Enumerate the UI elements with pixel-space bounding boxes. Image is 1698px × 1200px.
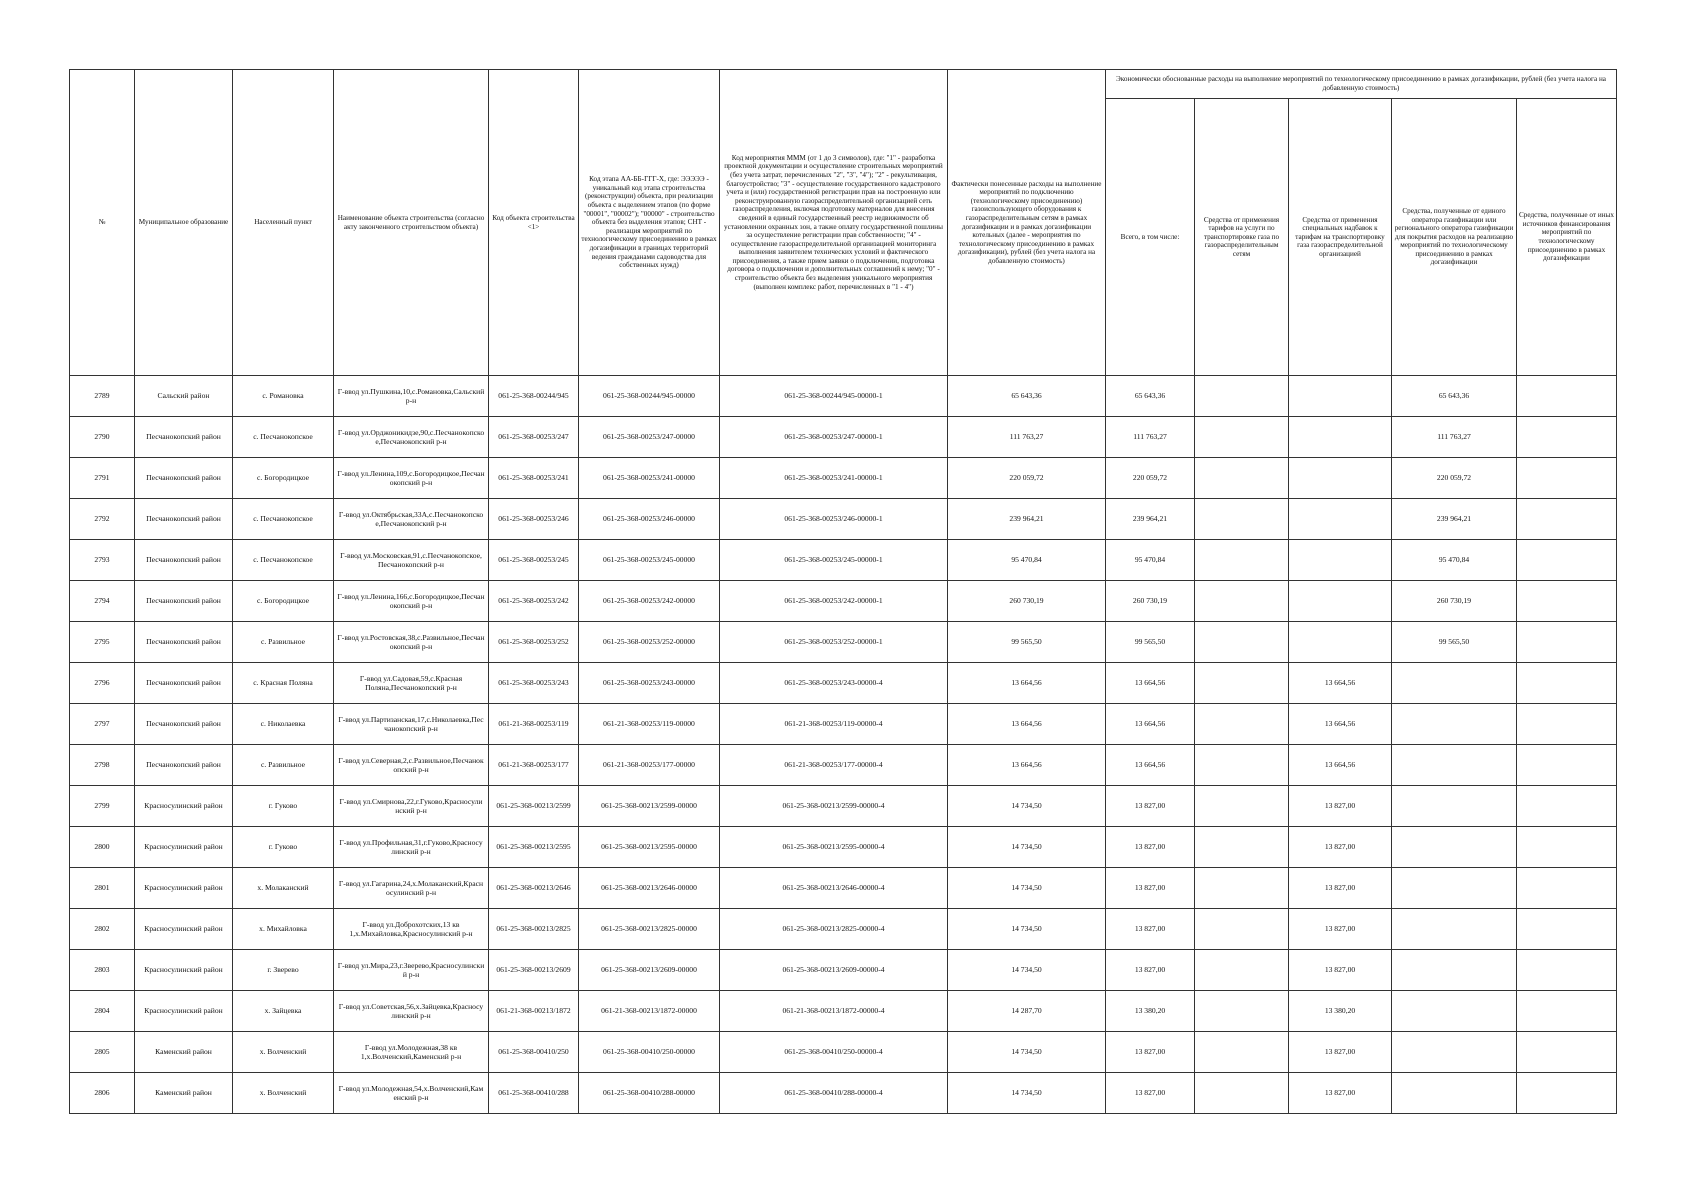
object-code-cell: 061-25-368-00253/245 [489, 540, 579, 581]
object-name-cell: Г-ввод ул.Ленина,166,с.Богородицкое,Песчан окопский р-н [334, 581, 489, 622]
municipality-cell: Песчанокопский район [135, 417, 233, 458]
operator-funds-cell: 260 730,19 [1392, 581, 1517, 622]
object-code-cell: 061-25-368-00253/243 [489, 663, 579, 704]
object-code-cell: 061-25-368-00410/288 [489, 1073, 579, 1114]
actual-costs-cell: 14 734,50 [948, 909, 1106, 950]
other-sources-cell [1517, 499, 1617, 540]
col-header-operator-funds: Средства, полученные от единого оператора газификации или регионального оператора газификации для покрытия расходов на реализацию мероприятий по технологическому присоединению в рамках догазификации [1392, 99, 1517, 376]
actual-costs-cell: 13 664,56 [948, 704, 1106, 745]
tariff-services-cell [1195, 540, 1289, 581]
other-sources-cell [1517, 540, 1617, 581]
municipality-cell: Песчанокопский район [135, 458, 233, 499]
special-markups-cell: 13 664,56 [1289, 704, 1392, 745]
row-number: 2792 [70, 499, 135, 540]
actual-costs-cell: 14 734,50 [948, 1073, 1106, 1114]
table-row [70, 950, 1617, 991]
row-number: 2790 [70, 417, 135, 458]
row-number: 2799 [70, 786, 135, 827]
total-cell: 13 827,00 [1106, 786, 1195, 827]
tariff-services-cell [1195, 827, 1289, 868]
table-row [70, 622, 1617, 663]
tariff-services-cell [1195, 458, 1289, 499]
operator-funds-cell [1392, 745, 1517, 786]
other-sources-cell [1517, 417, 1617, 458]
measure-code-cell: 061-25-368-00253/243-00000-4 [720, 663, 948, 704]
table-row [70, 1032, 1617, 1073]
other-sources-cell [1517, 991, 1617, 1032]
col-header-settlement: Населенный пункт [233, 70, 334, 376]
row-number: 2804 [70, 991, 135, 1032]
object-name-cell: Г-ввод ул.Октябрьская,33А,с.Песчанокопско е,Песчанокопский р-н [334, 499, 489, 540]
col-header-actual-costs: Фактически понесенные расходы на выполнение мероприятий по подключению (технологическому присоединению) газоиспользующего оборудования к газораспределительным сетям в рамках догазификации и в рамках догазификации котельных (далее - мероприятия по технологическому присоединению в рамках догазификации), рублей (без учета налога на добавленную стоимость) [948, 70, 1106, 376]
col-header-total: Всего, в том числе: [1106, 99, 1195, 376]
total-cell: 13 827,00 [1106, 1073, 1195, 1114]
operator-funds-cell: 95 470,84 [1392, 540, 1517, 581]
total-cell: 99 565,50 [1106, 622, 1195, 663]
measure-code-cell: 061-25-368-00253/242-00000-1 [720, 581, 948, 622]
other-sources-cell [1517, 827, 1617, 868]
other-sources-cell [1517, 786, 1617, 827]
object-code-cell: 061-25-368-00213/2609 [489, 950, 579, 991]
row-number: 2806 [70, 1073, 135, 1114]
col-header-no: № [70, 70, 135, 376]
special-markups-cell: 13 827,00 [1289, 868, 1392, 909]
table-row [70, 868, 1617, 909]
table-row [70, 417, 1617, 458]
tariff-services-cell [1195, 581, 1289, 622]
object-name-cell: Г-ввод ул.Смирнова,22,г.Гуково,Красносули нский р-н [334, 786, 489, 827]
report-sheet [69, 69, 1617, 1114]
object-name-cell: Г-ввод ул.Садовая,59,с.Красная Поляна,Песчанокопский р-н [334, 663, 489, 704]
total-cell: 13 827,00 [1106, 868, 1195, 909]
measure-code-cell: 061-21-368-00253/119-00000-4 [720, 704, 948, 745]
operator-funds-cell [1392, 991, 1517, 1032]
settlement-cell: с. Песчанокопское [233, 499, 334, 540]
special-markups-cell: 13 664,56 [1289, 745, 1392, 786]
col-group-header-economic-costs: Экономически обоснованные расходы на выполнение мероприятий по технологическому присоединению в рамках догазификации, рублей (без учета налога на добавленную стоимость) [1106, 70, 1617, 99]
gasification-costs-table [69, 69, 1617, 1114]
stage-code-cell: 061-25-368-00253/246-00000 [579, 499, 720, 540]
row-number: 2803 [70, 950, 135, 991]
table-row [70, 376, 1617, 417]
stage-code-cell: 061-25-368-00213/2825-00000 [579, 909, 720, 950]
stage-code-cell: 061-25-368-00253/247-00000 [579, 417, 720, 458]
operator-funds-cell [1392, 827, 1517, 868]
tariff-services-cell [1195, 376, 1289, 417]
municipality-cell: Песчанокопский район [135, 622, 233, 663]
special-markups-cell: 13 827,00 [1289, 950, 1392, 991]
row-number: 2801 [70, 868, 135, 909]
settlement-cell: х. Зайцевка [233, 991, 334, 1032]
measure-code-cell: 061-25-368-00213/2609-00000-4 [720, 950, 948, 991]
total-cell: 220 059,72 [1106, 458, 1195, 499]
settlement-cell: с. Развильное [233, 745, 334, 786]
measure-code-cell: 061-25-368-00253/252-00000-1 [720, 622, 948, 663]
object-code-cell: 061-25-368-00244/945 [489, 376, 579, 417]
stage-code-cell: 061-21-368-00253/177-00000 [579, 745, 720, 786]
tariff-services-cell [1195, 704, 1289, 745]
stage-code-cell: 061-21-368-00213/1872-00000 [579, 991, 720, 1032]
special-markups-cell: 13 827,00 [1289, 1032, 1392, 1073]
object-name-cell: Г-ввод ул.Партизанская,17,с.Николаевка,Пес чанокопский р-н [334, 704, 489, 745]
measure-code-cell: 061-25-368-00410/288-00000-4 [720, 1073, 948, 1114]
other-sources-cell [1517, 1073, 1617, 1114]
tariff-services-cell [1195, 622, 1289, 663]
row-number: 2795 [70, 622, 135, 663]
other-sources-cell [1517, 745, 1617, 786]
other-sources-cell [1517, 909, 1617, 950]
object-name-cell: Г-ввод ул.Доброхотских,13 кв 1,х.Михайловка,Красносулинский р-н [334, 909, 489, 950]
stage-code-cell: 061-25-368-00253/252-00000 [579, 622, 720, 663]
tariff-services-cell [1195, 991, 1289, 1032]
municipality-cell: Песчанокопский район [135, 745, 233, 786]
table-row [70, 745, 1617, 786]
row-number: 2789 [70, 376, 135, 417]
operator-funds-cell: 239 964,21 [1392, 499, 1517, 540]
settlement-cell: г. Гуково [233, 827, 334, 868]
tariff-services-cell [1195, 1032, 1289, 1073]
municipality-cell: Красносулинский район [135, 786, 233, 827]
object-name-cell: Г-ввод ул.Московская,91,с.Песчанокопское, Песчанокопский р-н [334, 540, 489, 581]
tariff-services-cell [1195, 786, 1289, 827]
actual-costs-cell: 65 643,36 [948, 376, 1106, 417]
object-name-cell: Г-ввод ул.Ленина,109,с.Богородицкое,Песчан окопский р-н [334, 458, 489, 499]
table-row [70, 499, 1617, 540]
row-number: 2798 [70, 745, 135, 786]
actual-costs-cell: 239 964,21 [948, 499, 1106, 540]
settlement-cell: г. Гуково [233, 786, 334, 827]
row-number: 2793 [70, 540, 135, 581]
object-code-cell: 061-25-368-00213/2599 [489, 786, 579, 827]
settlement-cell: с. Песчанокопское [233, 540, 334, 581]
special-markups-cell [1289, 581, 1392, 622]
object-code-cell: 061-25-368-00253/241 [489, 458, 579, 499]
actual-costs-cell: 14 734,50 [948, 827, 1106, 868]
actual-costs-cell: 14 734,50 [948, 868, 1106, 909]
special-markups-cell: 13 827,00 [1289, 827, 1392, 868]
settlement-cell: с. Николаевка [233, 704, 334, 745]
municipality-cell: Песчанокопский район [135, 663, 233, 704]
municipality-cell: Красносулинский район [135, 827, 233, 868]
actual-costs-cell: 14 734,50 [948, 950, 1106, 991]
col-header-stage-code: Код этапа АА-ББ-ГГГ-Х, где: ЭЭЭЭЭ - уникальный код этапа строительства (реконструкции) объекта, при реализации объекта с выделением этапов (по форме "00001", "00002"); "00000" - строительство объекта без выделения этапов; СНТ - реализация мероприятий по технологическому присоединению в рамках догазификации в границах территорий ведения гражданами садоводства для собственных нужд) [579, 70, 720, 376]
table-row [70, 581, 1617, 622]
tariff-services-cell [1195, 909, 1289, 950]
other-sources-cell [1517, 663, 1617, 704]
table-row [70, 540, 1617, 581]
col-header-special-markups: Средства от применения специальных надбавок к тарифам на транспортировку газа газораспределительной организацией [1289, 99, 1392, 376]
settlement-cell: с. Развильное [233, 622, 334, 663]
stage-code-cell: 061-25-368-00253/241-00000 [579, 458, 720, 499]
municipality-cell: Красносулинский район [135, 991, 233, 1032]
measure-code-cell: 061-25-368-00253/247-00000-1 [720, 417, 948, 458]
stage-code-cell: 061-25-368-00213/2646-00000 [579, 868, 720, 909]
settlement-cell: с. Романовка [233, 376, 334, 417]
table-body [70, 376, 1617, 1114]
special-markups-cell: 13 380,20 [1289, 991, 1392, 1032]
operator-funds-cell [1392, 950, 1517, 991]
measure-code-cell: 061-25-368-00213/2825-00000-4 [720, 909, 948, 950]
row-number: 2805 [70, 1032, 135, 1073]
object-code-cell: 061-25-368-00253/246 [489, 499, 579, 540]
special-markups-cell: 13 827,00 [1289, 909, 1392, 950]
tariff-services-cell [1195, 499, 1289, 540]
object-code-cell: 061-25-368-00253/252 [489, 622, 579, 663]
special-markups-cell [1289, 417, 1392, 458]
municipality-cell: Каменский район [135, 1073, 233, 1114]
tariff-services-cell [1195, 417, 1289, 458]
row-number: 2794 [70, 581, 135, 622]
municipality-cell: Песчанокопский район [135, 581, 233, 622]
other-sources-cell [1517, 950, 1617, 991]
stage-code-cell: 061-25-368-00253/245-00000 [579, 540, 720, 581]
operator-funds-cell: 111 763,27 [1392, 417, 1517, 458]
col-header-measure-code: Код мероприятия МММ (от 1 до 3 символов), где: "1" - разработка проектной документации и осуществление строительных мероприятий (без учета затрат, перечисленных "2", "3", "4"); "2" - рекультивация, благоустройство; "3" - осуществление государственного кадастрового учета и (или) государственной регистрации прав на построенную или реконструированную газораспределительной организацией сеть газораспределения, включая подготовку материалов для внесения сведений в единый государственный реестр недвижимости об установлении охранных зон, а также оплату государственной пошлины за осуществление регистрации прав собственности; "4" - осуществление газораспределительной организацией мониторинга выполнения заявителем технических условий и фактического присоединения, а также прием заявки о подключении, подготовка договора о подключении и дополнительных соглашений к нему; "0" - строительство объекта без выделения уникального мероприятия (выполнен комплекс работ, перечисленных в "1 - 4") [720, 70, 948, 376]
total-cell: 65 643,36 [1106, 376, 1195, 417]
actual-costs-cell: 111 763,27 [948, 417, 1106, 458]
row-number: 2791 [70, 458, 135, 499]
measure-code-cell: 061-25-368-00253/241-00000-1 [720, 458, 948, 499]
tariff-services-cell [1195, 950, 1289, 991]
other-sources-cell [1517, 581, 1617, 622]
special-markups-cell: 13 664,56 [1289, 663, 1392, 704]
settlement-cell: с. Богородицкое [233, 458, 334, 499]
operator-funds-cell [1392, 1073, 1517, 1114]
total-cell: 13 827,00 [1106, 909, 1195, 950]
municipality-cell: Красносулинский район [135, 950, 233, 991]
settlement-cell: х. Волченский [233, 1032, 334, 1073]
actual-costs-cell: 99 565,50 [948, 622, 1106, 663]
special-markups-cell: 13 827,00 [1289, 1073, 1392, 1114]
special-markups-cell [1289, 458, 1392, 499]
row-number: 2802 [70, 909, 135, 950]
stage-code-cell: 061-21-368-00253/119-00000 [579, 704, 720, 745]
municipality-cell: Песчанокопский район [135, 704, 233, 745]
operator-funds-cell [1392, 1032, 1517, 1073]
object-code-cell: 061-25-368-00253/247 [489, 417, 579, 458]
municipality-cell: Красносулинский район [135, 868, 233, 909]
object-code-cell: 061-25-368-00253/242 [489, 581, 579, 622]
actual-costs-cell: 14 287,70 [948, 991, 1106, 1032]
municipality-cell: Красносулинский район [135, 909, 233, 950]
tariff-services-cell [1195, 868, 1289, 909]
table-row [70, 458, 1617, 499]
total-cell: 13 827,00 [1106, 950, 1195, 991]
other-sources-cell [1517, 458, 1617, 499]
operator-funds-cell: 220 059,72 [1392, 458, 1517, 499]
measure-code-cell: 061-25-368-00213/2595-00000-4 [720, 827, 948, 868]
tariff-services-cell [1195, 663, 1289, 704]
special-markups-cell [1289, 540, 1392, 581]
special-markups-cell [1289, 499, 1392, 540]
municipality-cell: Сальский район [135, 376, 233, 417]
municipality-cell: Песчанокопский район [135, 499, 233, 540]
settlement-cell: с. Песчанокопское [233, 417, 334, 458]
measure-code-cell: 061-25-368-00253/245-00000-1 [720, 540, 948, 581]
measure-code-cell: 061-25-368-00410/250-00000-4 [720, 1032, 948, 1073]
special-markups-cell: 13 827,00 [1289, 786, 1392, 827]
object-name-cell: Г-ввод ул.Пушкина,10,с.Романовка,Сальский р-н [334, 376, 489, 417]
stage-code-cell: 061-25-368-00410/250-00000 [579, 1032, 720, 1073]
total-cell: 13 664,56 [1106, 704, 1195, 745]
total-cell: 13 827,00 [1106, 827, 1195, 868]
actual-costs-cell: 95 470,84 [948, 540, 1106, 581]
object-name-cell: Г-ввод ул.Молодежная,54,х.Волченский,Кам енский р-н [334, 1073, 489, 1114]
object-name-cell: Г-ввод ул.Профильная,31,г.Гуково,Красносу линский р-н [334, 827, 489, 868]
measure-code-cell: 061-25-368-00253/246-00000-1 [720, 499, 948, 540]
operator-funds-cell: 99 565,50 [1392, 622, 1517, 663]
actual-costs-cell: 13 664,56 [948, 745, 1106, 786]
special-markups-cell [1289, 622, 1392, 663]
table-row [70, 991, 1617, 1032]
col-header-object-name: Наименование объекта строительства (согласно акту законченного строительством объекта) [334, 70, 489, 376]
col-header-municipality: Муниципальное образование [135, 70, 233, 376]
total-cell: 260 730,19 [1106, 581, 1195, 622]
table-row [70, 827, 1617, 868]
object-name-cell: Г-ввод ул.Ростовская,38,с.Развильное,Песчан окопский р-н [334, 622, 489, 663]
total-cell: 239 964,21 [1106, 499, 1195, 540]
stage-code-cell: 061-25-368-00213/2609-00000 [579, 950, 720, 991]
other-sources-cell [1517, 622, 1617, 663]
object-name-cell: Г-ввод ул.Молодежная,38 кв 1,х.Волченский,Каменский р-н [334, 1032, 489, 1073]
municipality-cell: Песчанокопский район [135, 540, 233, 581]
operator-funds-cell [1392, 663, 1517, 704]
stage-code-cell: 061-25-368-00253/242-00000 [579, 581, 720, 622]
stage-code-cell: 061-25-368-00410/288-00000 [579, 1073, 720, 1114]
object-name-cell: Г-ввод ул.Мира,23,г.Зверево,Красносулински й р-н [334, 950, 489, 991]
object-code-cell: 061-21-368-00253/119 [489, 704, 579, 745]
measure-code-cell: 061-21-368-00253/177-00000-4 [720, 745, 948, 786]
col-header-tariff-services: Средства от применения тарифов на услуги по транспортировке газа по газораспределительным сетям [1195, 99, 1289, 376]
stage-code-cell: 061-25-368-00213/2595-00000 [579, 827, 720, 868]
stage-code-cell: 061-25-368-00213/2599-00000 [579, 786, 720, 827]
operator-funds-cell [1392, 786, 1517, 827]
object-name-cell: Г-ввод ул.Гагарина,24,х.Молаканский,Красн осулинский р-н [334, 868, 489, 909]
table-row [70, 663, 1617, 704]
operator-funds-cell [1392, 909, 1517, 950]
total-cell: 13 380,20 [1106, 991, 1195, 1032]
settlement-cell: х. Михайловка [233, 909, 334, 950]
total-cell: 13 664,56 [1106, 663, 1195, 704]
object-name-cell: Г-ввод ул.Северная,2,с.Развильное,Песчанок опский р-н [334, 745, 489, 786]
settlement-cell: г. Зверево [233, 950, 334, 991]
other-sources-cell [1517, 376, 1617, 417]
settlement-cell: с. Красная Поляна [233, 663, 334, 704]
total-cell: 95 470,84 [1106, 540, 1195, 581]
settlement-cell: х. Молаканский [233, 868, 334, 909]
row-number: 2800 [70, 827, 135, 868]
municipality-cell: Каменский район [135, 1032, 233, 1073]
measure-code-cell: 061-25-368-00213/2646-00000-4 [720, 868, 948, 909]
object-code-cell: 061-25-368-00410/250 [489, 1032, 579, 1073]
tariff-services-cell [1195, 745, 1289, 786]
measure-code-cell: 061-25-368-00244/945-00000-1 [720, 376, 948, 417]
object-code-cell: 061-25-368-00213/2825 [489, 909, 579, 950]
total-cell: 111 763,27 [1106, 417, 1195, 458]
total-cell: 13 664,56 [1106, 745, 1195, 786]
object-code-cell: 061-25-368-00213/2595 [489, 827, 579, 868]
col-header-other-sources: Средства, полученные от иных источников финансирования мероприятий по технологическому присоединению в рамках догазификации [1517, 99, 1617, 376]
settlement-cell: х. Волченский [233, 1073, 334, 1114]
actual-costs-cell: 13 664,56 [948, 663, 1106, 704]
table-row [70, 909, 1617, 950]
actual-costs-cell: 220 059,72 [948, 458, 1106, 499]
measure-code-cell: 061-25-368-00213/2599-00000-4 [720, 786, 948, 827]
object-code-cell: 061-25-368-00213/2646 [489, 868, 579, 909]
col-header-object-code: Код объекта строительства <1> [489, 70, 579, 376]
other-sources-cell [1517, 704, 1617, 745]
object-name-cell: Г-ввод ул.Советская,56,х.Зайцевка,Красносу линский р-н [334, 991, 489, 1032]
settlement-cell: с. Богородицкое [233, 581, 334, 622]
measure-code-cell: 061-21-368-00213/1872-00000-4 [720, 991, 948, 1032]
table-row [70, 704, 1617, 745]
stage-code-cell: 061-25-368-00244/945-00000 [579, 376, 720, 417]
operator-funds-cell [1392, 704, 1517, 745]
operator-funds-cell [1392, 868, 1517, 909]
object-name-cell: Г-ввод ул.Орджоникидзе,90,с.Песчанокопско е,Песчанокопский р-н [334, 417, 489, 458]
tariff-services-cell [1195, 1073, 1289, 1114]
other-sources-cell [1517, 868, 1617, 909]
row-number: 2797 [70, 704, 135, 745]
actual-costs-cell: 14 734,50 [948, 1032, 1106, 1073]
other-sources-cell [1517, 1032, 1617, 1073]
total-cell: 13 827,00 [1106, 1032, 1195, 1073]
actual-costs-cell: 14 734,50 [948, 786, 1106, 827]
operator-funds-cell: 65 643,36 [1392, 376, 1517, 417]
special-markups-cell [1289, 376, 1392, 417]
object-code-cell: 061-21-368-00213/1872 [489, 991, 579, 1032]
table-row [70, 1073, 1617, 1114]
object-code-cell: 061-21-368-00253/177 [489, 745, 579, 786]
stage-code-cell: 061-25-368-00253/243-00000 [579, 663, 720, 704]
table-row [70, 786, 1617, 827]
row-number: 2796 [70, 663, 135, 704]
actual-costs-cell: 260 730,19 [948, 581, 1106, 622]
